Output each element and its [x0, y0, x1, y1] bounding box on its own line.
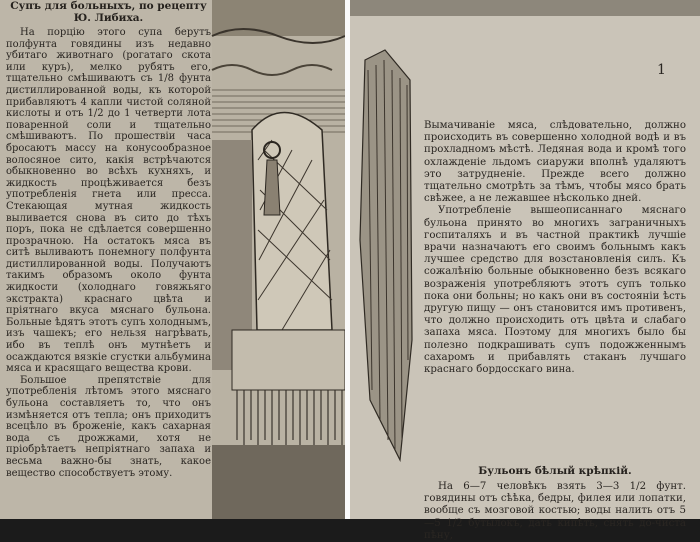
- left-text-column: [6, 27, 211, 479]
- right-paragraph: Вымачиваніе мяса, слѣдовательно, должно происходить въ совершенно холодной водѣ и въ прохладномъ мѣстѣ. Ледяная вода и кромѣ того охлажденіе льдомъ сиаружи вполнѣ удаляютъ это затрудненіе. Прежде всего должно тщательно смотрѣть за тѣмъ, чтобы мясо брать свѣжее, а не лежавшее нѣсколько дней.: [424, 120, 686, 205]
- page-number: 1: [657, 62, 666, 78]
- engraving-illustration-right: [350, 40, 430, 519]
- recipe-text-column: [424, 481, 686, 542]
- engraving-illustration-left: [212, 0, 345, 519]
- page-edge-shadow: [350, 0, 700, 16]
- left-page-photo: [0, 0, 345, 519]
- left-paragraph: На порцію этого супа берутъ полфунта говядины изъ недавно убитаго животнаго (рогатаго скота или куръ), мелко рубятъ его, тщательно смѣшиваютъ съ 1/8 фунта дистиллированной воды, къ которой прибавляютъ 4 капли чистой соляной кислоты и отъ 1/2 до 1 четверти лота поваренной соли и тщательно смѣшиваютъ. По прошествіи часа бросаютъ массу на конусообразное волосяное сито, какія встрѣчаются обыкновенно во всѣхъ кухняхъ, и жидкость процѣживается безъ употребленія гнета или пресса. Стекающая мутная жидкость выливается снова въ сито до тѣхъ поръ, пока не сдѣлается совершенно прозрачною. На остатокъ мяса въ ситѣ выливаютъ понемногу полфунта дистиллированной воды. Получаютъ такимъ образомъ около фунта жидкости (холоднаго говяжьяго экстракта) краснаго цвѣта и пріятнаго вкуса мяснаго бульона. Больные ѣдятъ этотъ супъ холоднымъ, изъ чашекъ; его нельзя нагрѣвать, ибо въ теплѣ онъ мутнѣетъ и осаждаются вязкіе сгустки альбумина мяса и красящаго вещества крови.: [6, 27, 211, 375]
- right-page-photo: [350, 0, 700, 541]
- recipe-title: Бульонъ бѣлый крѣпкій.: [478, 465, 632, 477]
- right-text-column: [424, 120, 686, 376]
- recipe-text: На 6—7 человѣкъ взять 3—3 1/2 фунт. говядины отъ сѣѣка, бедры, филея или лопатки, вообще съ мозговой костью; воды налить отъ 5—5 1/2 бутылокъ, дать кипѣть, снять до-чиста пѣну,: [424, 481, 686, 541]
- right-paragraph: Употребленіе вышеописаннаго мяснаго бульона принято во многихъ заграничныхъ госпиталяхъ и въ частной практикѣ лучшіе врачи назначаютъ его своимъ больнымъ какъ лучшее средство для возстановленія силъ. Къ сожалѣнію больные обыкновенно безъ всякаго возраженія употребляютъ этотъ супъ только пока они больны; но какъ они въ состояніи ѣсть другую пищу — онъ становится имъ противенъ, что должно происходить отъ цвѣта и слабаго запаха мяса. Поэтому для многихъ было бы полезно подкрашивать супъ подожженнымъ сахаромъ и прибавлять стаканъ лучшаго краснаго бордосскаго вина.: [424, 205, 686, 376]
- left-page-title: Супъ для больныхъ, по рецепту Ю. Либиха.: [10, 0, 207, 24]
- left-paragraph: Большое препятствіе для употребленія лѣтомъ этого мяснаго бульона составляетъ то, что онъ измѣняется отъ тепла; онъ приходитъ всецѣло въ броженіе, какъ сахарная вода съ дрожжами, хотя не пріобрѣтаетъ непріятнаго запаха и весьма важно-бы знать, какое вещество способствуетъ этому.: [6, 374, 211, 479]
